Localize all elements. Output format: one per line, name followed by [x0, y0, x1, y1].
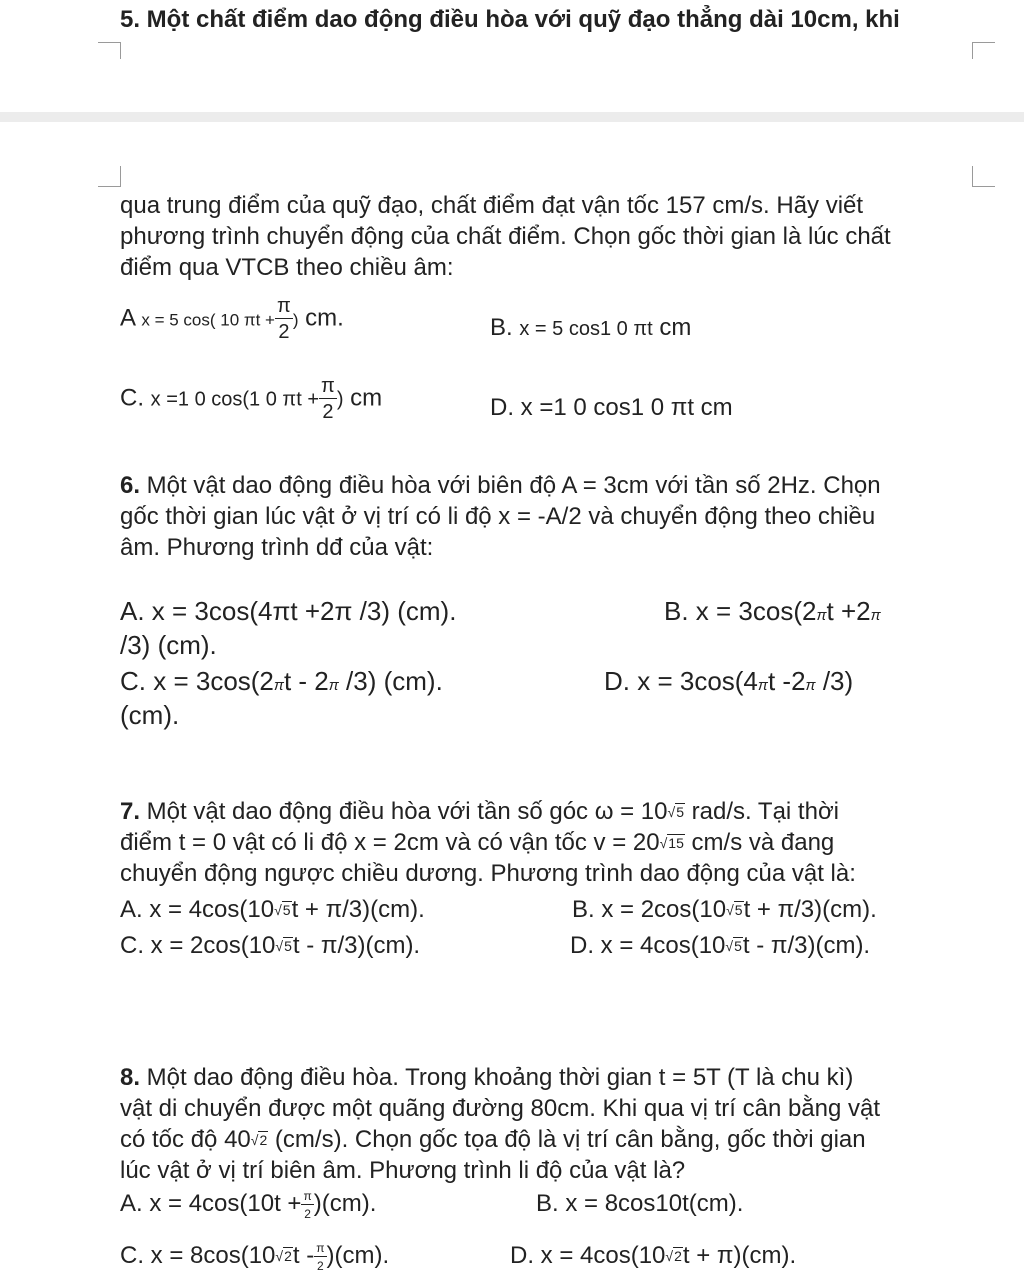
q6-option-b: B. x = 3cos(2πt +2π	[664, 596, 881, 626]
q5-line-4: điểm qua VTCB theo chiều âm:	[120, 254, 454, 281]
q5-line-1: 5. Một chất điểm dao động điều hòa với quỹ đạo thẳng dài 10cm, khi	[120, 6, 900, 33]
margin-mark-bottom-right	[972, 42, 995, 59]
q8-option-d: D. x = 4cos(10√2t + π)(cm).	[510, 1242, 797, 1269]
q8-line-4: lúc vật ở vị trí biên âm. Phương trình li độ của vật là?	[120, 1157, 686, 1184]
q5-line-2: qua trung điểm của quỹ đạo, chất điểm đạt vận tốc 157 cm/s. Hãy viết	[120, 192, 864, 219]
q5-option-c: C. x =1 0 cos(1 0 πt + $\frac{\pi}{2}$ ) cm	[120, 375, 383, 423]
q8-option-b: B. x = 8cos10t(cm).	[536, 1190, 744, 1217]
q6-option-d: D. x = 3cos(4πt -2π /3)	[604, 666, 854, 696]
q5-option-d: D. x =1 0 cos1 0 πt cm	[490, 394, 733, 421]
q8-line-3: có tốc độ 40√2 (cm/s). Chọn gốc tọa độ là vị trí cân bằng, gốc thời gian	[120, 1126, 866, 1153]
q6-option-b-cont: /3) (cm).	[120, 630, 217, 660]
margin-mark-top-right	[972, 166, 995, 187]
q6-option-a: A. x = 3cos(4πt +2π /3) (cm).	[120, 596, 457, 626]
margin-mark-top-left	[98, 166, 121, 187]
q5-line-3: phương trình chuyển động của chất điểm. Chọn gốc thời gian là lúc chất	[120, 223, 891, 250]
q6-line-2: gốc thời gian lúc vật ở vị trí có li độ x = -A/2 và chuyển động theo chiều	[120, 503, 876, 530]
q7-line-3: chuyển động ngược chiều dương. Phương trình dao động của vật là:	[120, 860, 856, 887]
q6-line-1: 6. Một vật dao động điều hòa với biên độ A = 3cm với tần số 2Hz. Chọn	[120, 472, 881, 499]
q7-option-b: B. x = 2cos(10√5t + π/3)(cm).	[572, 896, 877, 923]
q7-option-d: D. x = 4cos(10√5t - π/3)(cm).	[570, 932, 871, 959]
q6-line-3: âm. Phương trình dđ của vật:	[120, 534, 434, 561]
q8-line-2: vật di chuyển được một quãng đường 80cm. Khi qua vị trí cân bằng vật	[120, 1095, 881, 1122]
q6-option-c: C. x = 3cos(2πt - 2π /3) (cm).	[120, 666, 443, 696]
q7-line-2: điểm t = 0 vật có li độ x = 2cm và có vận tốc v = 20√15 cm/s và đang	[120, 829, 835, 856]
q6-option-d-cont: (cm).	[120, 700, 180, 730]
q5-option-a: A x = 5 cos( 10 πt + $\frac{\pi}{2}$ ) cm.	[120, 295, 344, 343]
margin-mark-bottom-left	[98, 42, 121, 59]
q7-option-c: C. x = 2cos(10√5t - π/3)(cm).	[120, 932, 421, 959]
q8-option-a: A. x = 4cos(10t + $\frac{\pi}{2}$ )(cm).	[120, 1188, 377, 1221]
q5-option-b: B. x = 5 cos1 0 πt cm	[490, 314, 692, 341]
q7-line-1: 7. Một vật dao động điều hòa với tần số góc ω = 10√5 rad/s. Tại thời	[120, 798, 840, 825]
q8-line-1: 8. Một dao động điều hòa. Trong khoảng thời gian t = 5T (T là chu kì)	[120, 1064, 854, 1091]
page-separator	[0, 112, 1024, 122]
q8-option-c: C. x = 8cos(10√2t - $\frac{\pi}{2}$ )(cm).	[120, 1240, 390, 1273]
q7-option-a: A. x = 4cos(10√5t + π/3)(cm).	[120, 896, 425, 923]
